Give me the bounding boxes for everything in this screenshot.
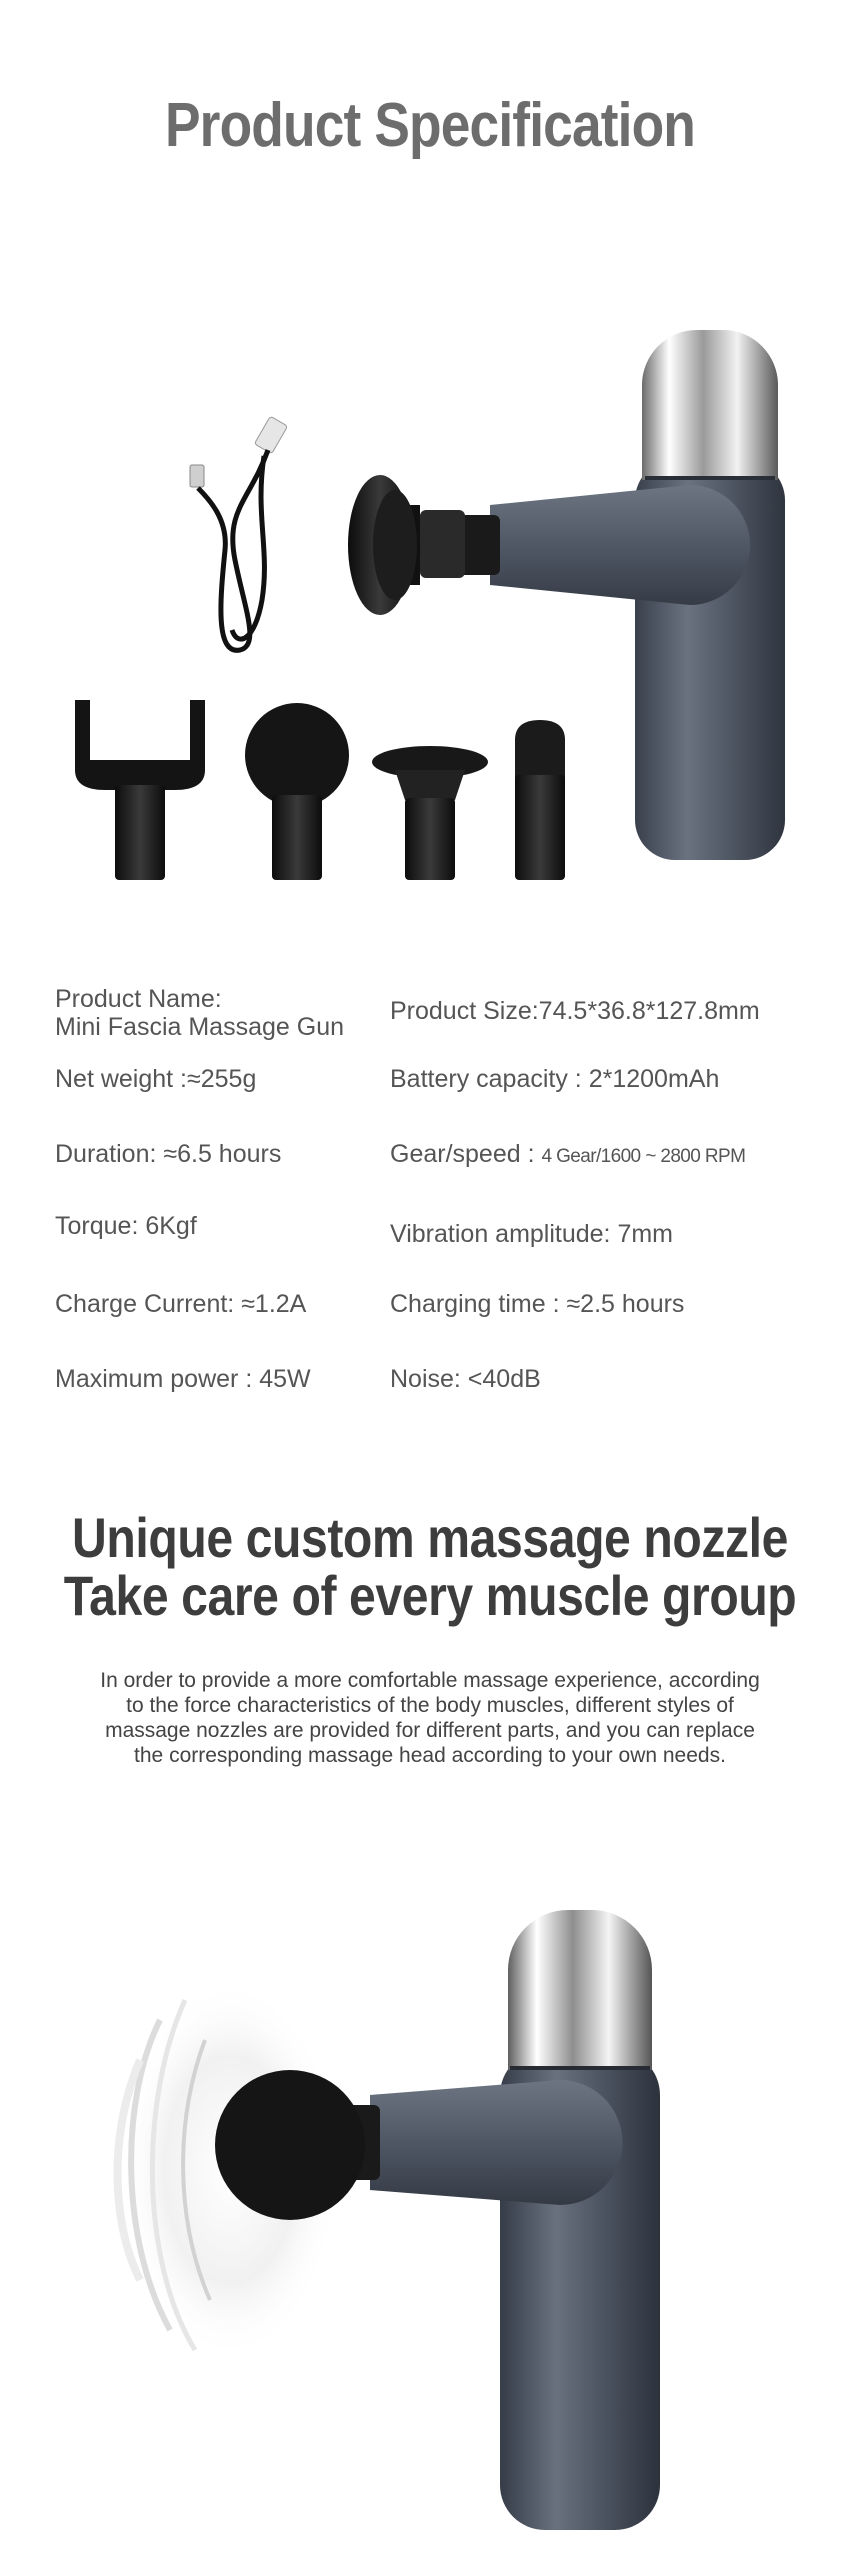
spec-torque: Torque: 6Kgf: [55, 1212, 197, 1240]
section-headline-line2: Take care of every muscle group: [63, 1564, 797, 1627]
massage-gun-in-use-image: [0, 1880, 860, 2560]
spec-gear-speed: [390, 1140, 745, 1171]
page-title: Product Specification: [164, 91, 696, 160]
spec-label: Product Name:: [55, 985, 222, 1013]
section-description: In order to provide a more comfortable massage experience, according to the force characteristics of the body muscles, different styles of massage nozzles are provided for different parts, and you can replace the corresponding massage head according to your own needs.: [100, 1669, 760, 1767]
spec-label: Gear/speed :: [390, 1140, 535, 1168]
spec-noise: Noise: <40dB: [390, 1365, 541, 1393]
spec-row: [55, 1290, 835, 1365]
section-headline-line1: Unique custom massage nozzle: [72, 1506, 788, 1569]
spec-value: 4 Gear/1600 ~ 2800 RPM: [541, 1146, 746, 1167]
spec-product-size: Product Size:74.5*36.8*127.8mm: [390, 997, 760, 1025]
spec-battery-capacity: Battery capacity : 2*1200mAh: [390, 1065, 720, 1093]
spec-charge-current: Charge Current: ≈1.2A: [55, 1290, 307, 1318]
bullet-nozzle: [515, 720, 565, 880]
specification-list: [55, 985, 835, 1440]
spec-row: [55, 1212, 835, 1290]
ball-nozzle: [245, 703, 349, 880]
spec-vibration-amplitude: Vibration amplitude: 7mm: [390, 1220, 674, 1248]
spec-maximum-power: Maximum power : 45W: [55, 1365, 311, 1393]
spec-row: [55, 1065, 835, 1140]
usb-cable: [190, 416, 288, 650]
product-accessories-image: [0, 300, 860, 920]
spec-value: Mini Fascia Massage Gun: [55, 1013, 345, 1041]
flat-nozzle: [372, 746, 488, 880]
spec-net-weight: Net weight :≈255g: [55, 1065, 257, 1093]
spec-charging-time: Charging time : ≈2.5 hours: [390, 1290, 685, 1318]
spec-row: [55, 1140, 835, 1215]
u-shape-nozzle: [75, 700, 205, 880]
spec-row: [55, 985, 835, 1065]
spec-row: [55, 1365, 835, 1440]
spec-duration: Duration: ≈6.5 hours: [55, 1140, 282, 1168]
spec-product-name: [55, 985, 344, 1041]
